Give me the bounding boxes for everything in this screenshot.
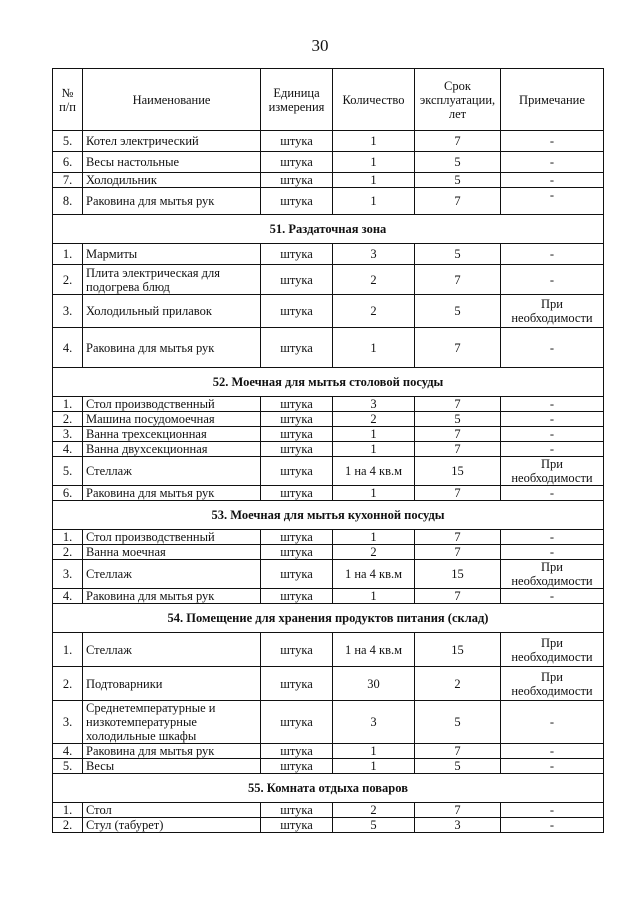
cell-name: Стул (табурет) [83,818,261,833]
cell-term: 7 [415,131,501,152]
section-header-row [53,501,604,530]
cell-num: 1. [53,803,83,818]
header-term: Срок эксплуатации, лет [415,69,501,131]
cell-qty: 2 [333,545,415,560]
cell-name: Холодильный прилавок [83,295,261,328]
cell-unit: штука [261,244,333,265]
table-row [53,701,604,744]
table-header [53,69,604,131]
cell-term: 7 [415,486,501,501]
table-row [53,486,604,501]
cell-term: 7 [415,744,501,759]
cell-qty: 1 на 4 кв.м [333,560,415,589]
cell-unit: штука [261,397,333,412]
cell-num: 1. [53,244,83,265]
cell-num: 4. [53,442,83,457]
cell-num: 1. [53,633,83,667]
cell-note: - [501,397,604,412]
cell-name: Стол производственный [83,530,261,545]
table-row [53,188,604,215]
cell-name: Раковина для мытья рук [83,589,261,604]
cell-term: 15 [415,633,501,667]
cell-unit: штука [261,589,333,604]
cell-term: 15 [415,560,501,589]
cell-num: 6. [53,152,83,173]
cell-qty: 1 [333,427,415,442]
cell-qty: 1 на 4 кв.м [333,457,415,486]
cell-unit: штука [261,818,333,833]
table-row [53,442,604,457]
cell-note: - [501,328,604,368]
section-title: 51. Раздаточная зона [53,215,604,244]
header-num: № п/п [53,69,83,131]
cell-num: 1. [53,397,83,412]
cell-note: - [501,818,604,833]
cell-qty: 1 [333,589,415,604]
cell-num: 6. [53,486,83,501]
cell-qty: 1 [333,131,415,152]
equipment-table [52,68,604,833]
cell-note: - [501,131,604,152]
cell-name: Холодильник [83,173,261,188]
table-row [53,530,604,545]
cell-name: Стол [83,803,261,818]
cell-note: При необходимости [501,633,604,667]
table-row [53,744,604,759]
cell-name: Мармиты [83,244,261,265]
cell-term: 5 [415,412,501,427]
cell-name: Весы настольные [83,152,261,173]
cell-name: Стеллаж [83,560,261,589]
cell-unit: штука [261,152,333,173]
cell-unit: штука [261,803,333,818]
cell-term: 7 [415,188,501,215]
section-title: 55. Комната отдыха поваров [53,774,604,803]
cell-note: - [501,442,604,457]
section-title: 52. Моечная для мытья столовой посуды [53,368,604,397]
cell-unit: штука [261,265,333,295]
cell-term: 2 [415,667,501,701]
cell-unit: штука [261,667,333,701]
cell-unit: штука [261,560,333,589]
cell-num: 5. [53,759,83,774]
cell-term: 5 [415,701,501,744]
cell-num: 3. [53,701,83,744]
table-row [53,803,604,818]
cell-note: - [501,545,604,560]
cell-note: - [501,744,604,759]
table-row [53,427,604,442]
cell-term: 3 [415,818,501,833]
table-row [53,295,604,328]
cell-note: При необходимости [501,295,604,328]
cell-qty: 1 [333,530,415,545]
cell-name: Раковина для мытья рук [83,328,261,368]
cell-num: 2. [53,412,83,427]
cell-term: 7 [415,397,501,412]
cell-num: 2. [53,265,83,295]
cell-name: Весы [83,759,261,774]
cell-num: 4. [53,744,83,759]
table-row [53,412,604,427]
cell-num: 1. [53,530,83,545]
section-header-row [53,604,604,633]
cell-qty: 5 [333,818,415,833]
cell-unit: штука [261,131,333,152]
cell-term: 7 [415,545,501,560]
table-row [53,328,604,368]
cell-unit: штука [261,545,333,560]
cell-unit: штука [261,412,333,427]
cell-term: 7 [415,589,501,604]
cell-term: 5 [415,295,501,328]
cell-name: Плита электрическая для подогрева блюд [83,265,261,295]
cell-name: Стол производственный [83,397,261,412]
table-row [53,818,604,833]
cell-note: - [501,530,604,545]
cell-qty: 2 [333,295,415,328]
cell-note: - [501,486,604,501]
table-row [53,152,604,173]
cell-qty: 2 [333,412,415,427]
cell-unit: штука [261,744,333,759]
page-number: 30 [311,36,329,55]
cell-name: Машина посудомоечная [83,412,261,427]
section-header-row [53,368,604,397]
cell-unit: штука [261,633,333,667]
cell-note: - [501,589,604,604]
cell-num: 5. [53,131,83,152]
cell-num: 5. [53,457,83,486]
cell-term: 7 [415,427,501,442]
table-row [53,759,604,774]
cell-note: - [501,265,604,295]
cell-unit: штука [261,173,333,188]
cell-unit: штука [261,328,333,368]
cell-unit: штука [261,188,333,215]
cell-num: 2. [53,667,83,701]
table-row [53,589,604,604]
cell-name: Ванна двухсекционная [83,442,261,457]
cell-qty: 1 [333,744,415,759]
table-row [53,633,604,667]
cell-num: 8. [53,188,83,215]
header-note: Примечание [501,69,604,131]
cell-qty: 1 [333,152,415,173]
section-title: 53. Моечная для мытья кухонной посуды [53,501,604,530]
table-row [53,457,604,486]
table-row [53,244,604,265]
cell-unit: штука [261,701,333,744]
cell-num: 2. [53,818,83,833]
cell-term: 7 [415,265,501,295]
cell-qty: 1 [333,188,415,215]
cell-name: Ванна моечная [83,545,261,560]
cell-num: 3. [53,427,83,442]
cell-name: Котел электрический [83,131,261,152]
cell-name: Среднетемпературные и низкотемпературные холодильные шкафы [83,701,261,744]
cell-qty: 3 [333,701,415,744]
table-row [53,265,604,295]
cell-note: - [501,188,604,215]
cell-term: 5 [415,152,501,173]
table-body [53,131,604,833]
cell-num: 2. [53,545,83,560]
cell-term: 7 [415,530,501,545]
cell-unit: штука [261,530,333,545]
cell-name: Подтоварники [83,667,261,701]
cell-note: - [501,173,604,188]
cell-unit: штука [261,759,333,774]
cell-num: 4. [53,589,83,604]
cell-qty: 30 [333,667,415,701]
cell-unit: штука [261,295,333,328]
cell-qty: 3 [333,244,415,265]
cell-qty: 1 [333,173,415,188]
cell-note: - [501,152,604,173]
cell-qty: 2 [333,803,415,818]
cell-note: - [501,759,604,774]
cell-unit: штука [261,442,333,457]
cell-qty: 1 [333,442,415,457]
header-qty: Количество [333,69,415,131]
cell-qty: 2 [333,265,415,295]
table-row [53,560,604,589]
table-row [53,397,604,412]
cell-num: 4. [53,328,83,368]
cell-term: 5 [415,244,501,265]
section-title: 54. Помещение для хранения продуктов питания (склад) [53,604,604,633]
table-row [53,173,604,188]
header-name: Наименование [83,69,261,131]
cell-qty: 1 [333,328,415,368]
cell-name: Стеллаж [83,457,261,486]
cell-name: Стеллаж [83,633,261,667]
cell-unit: штука [261,457,333,486]
section-header-row [53,215,604,244]
cell-note: - [501,701,604,744]
cell-num: 3. [53,560,83,589]
cell-name: Раковина для мытья рук [83,744,261,759]
cell-term: 7 [415,328,501,368]
cell-qty: 3 [333,397,415,412]
cell-num: 3. [53,295,83,328]
cell-unit: штука [261,486,333,501]
table-row [53,131,604,152]
cell-term: 7 [415,442,501,457]
cell-num: 7. [53,173,83,188]
cell-qty: 1 [333,486,415,501]
header-unit: Единица измерения [261,69,333,131]
cell-note: - [501,803,604,818]
cell-note: - [501,244,604,265]
cell-term: 15 [415,457,501,486]
cell-unit: штука [261,427,333,442]
cell-term: 7 [415,803,501,818]
cell-note: - [501,427,604,442]
section-header-row [53,774,604,803]
cell-term: 5 [415,759,501,774]
cell-name: Раковина для мытья рук [83,486,261,501]
cell-note: При необходимости [501,560,604,589]
cell-note: При необходимости [501,457,604,486]
table-row [53,667,604,701]
table-row [53,545,604,560]
cell-note: - [501,412,604,427]
cell-name: Раковина для мытья рук [83,188,261,215]
cell-term: 5 [415,173,501,188]
cell-qty: 1 [333,759,415,774]
cell-qty: 1 на 4 кв.м [333,633,415,667]
cell-name: Ванна трехсекционная [83,427,261,442]
cell-note: При необходимости [501,667,604,701]
